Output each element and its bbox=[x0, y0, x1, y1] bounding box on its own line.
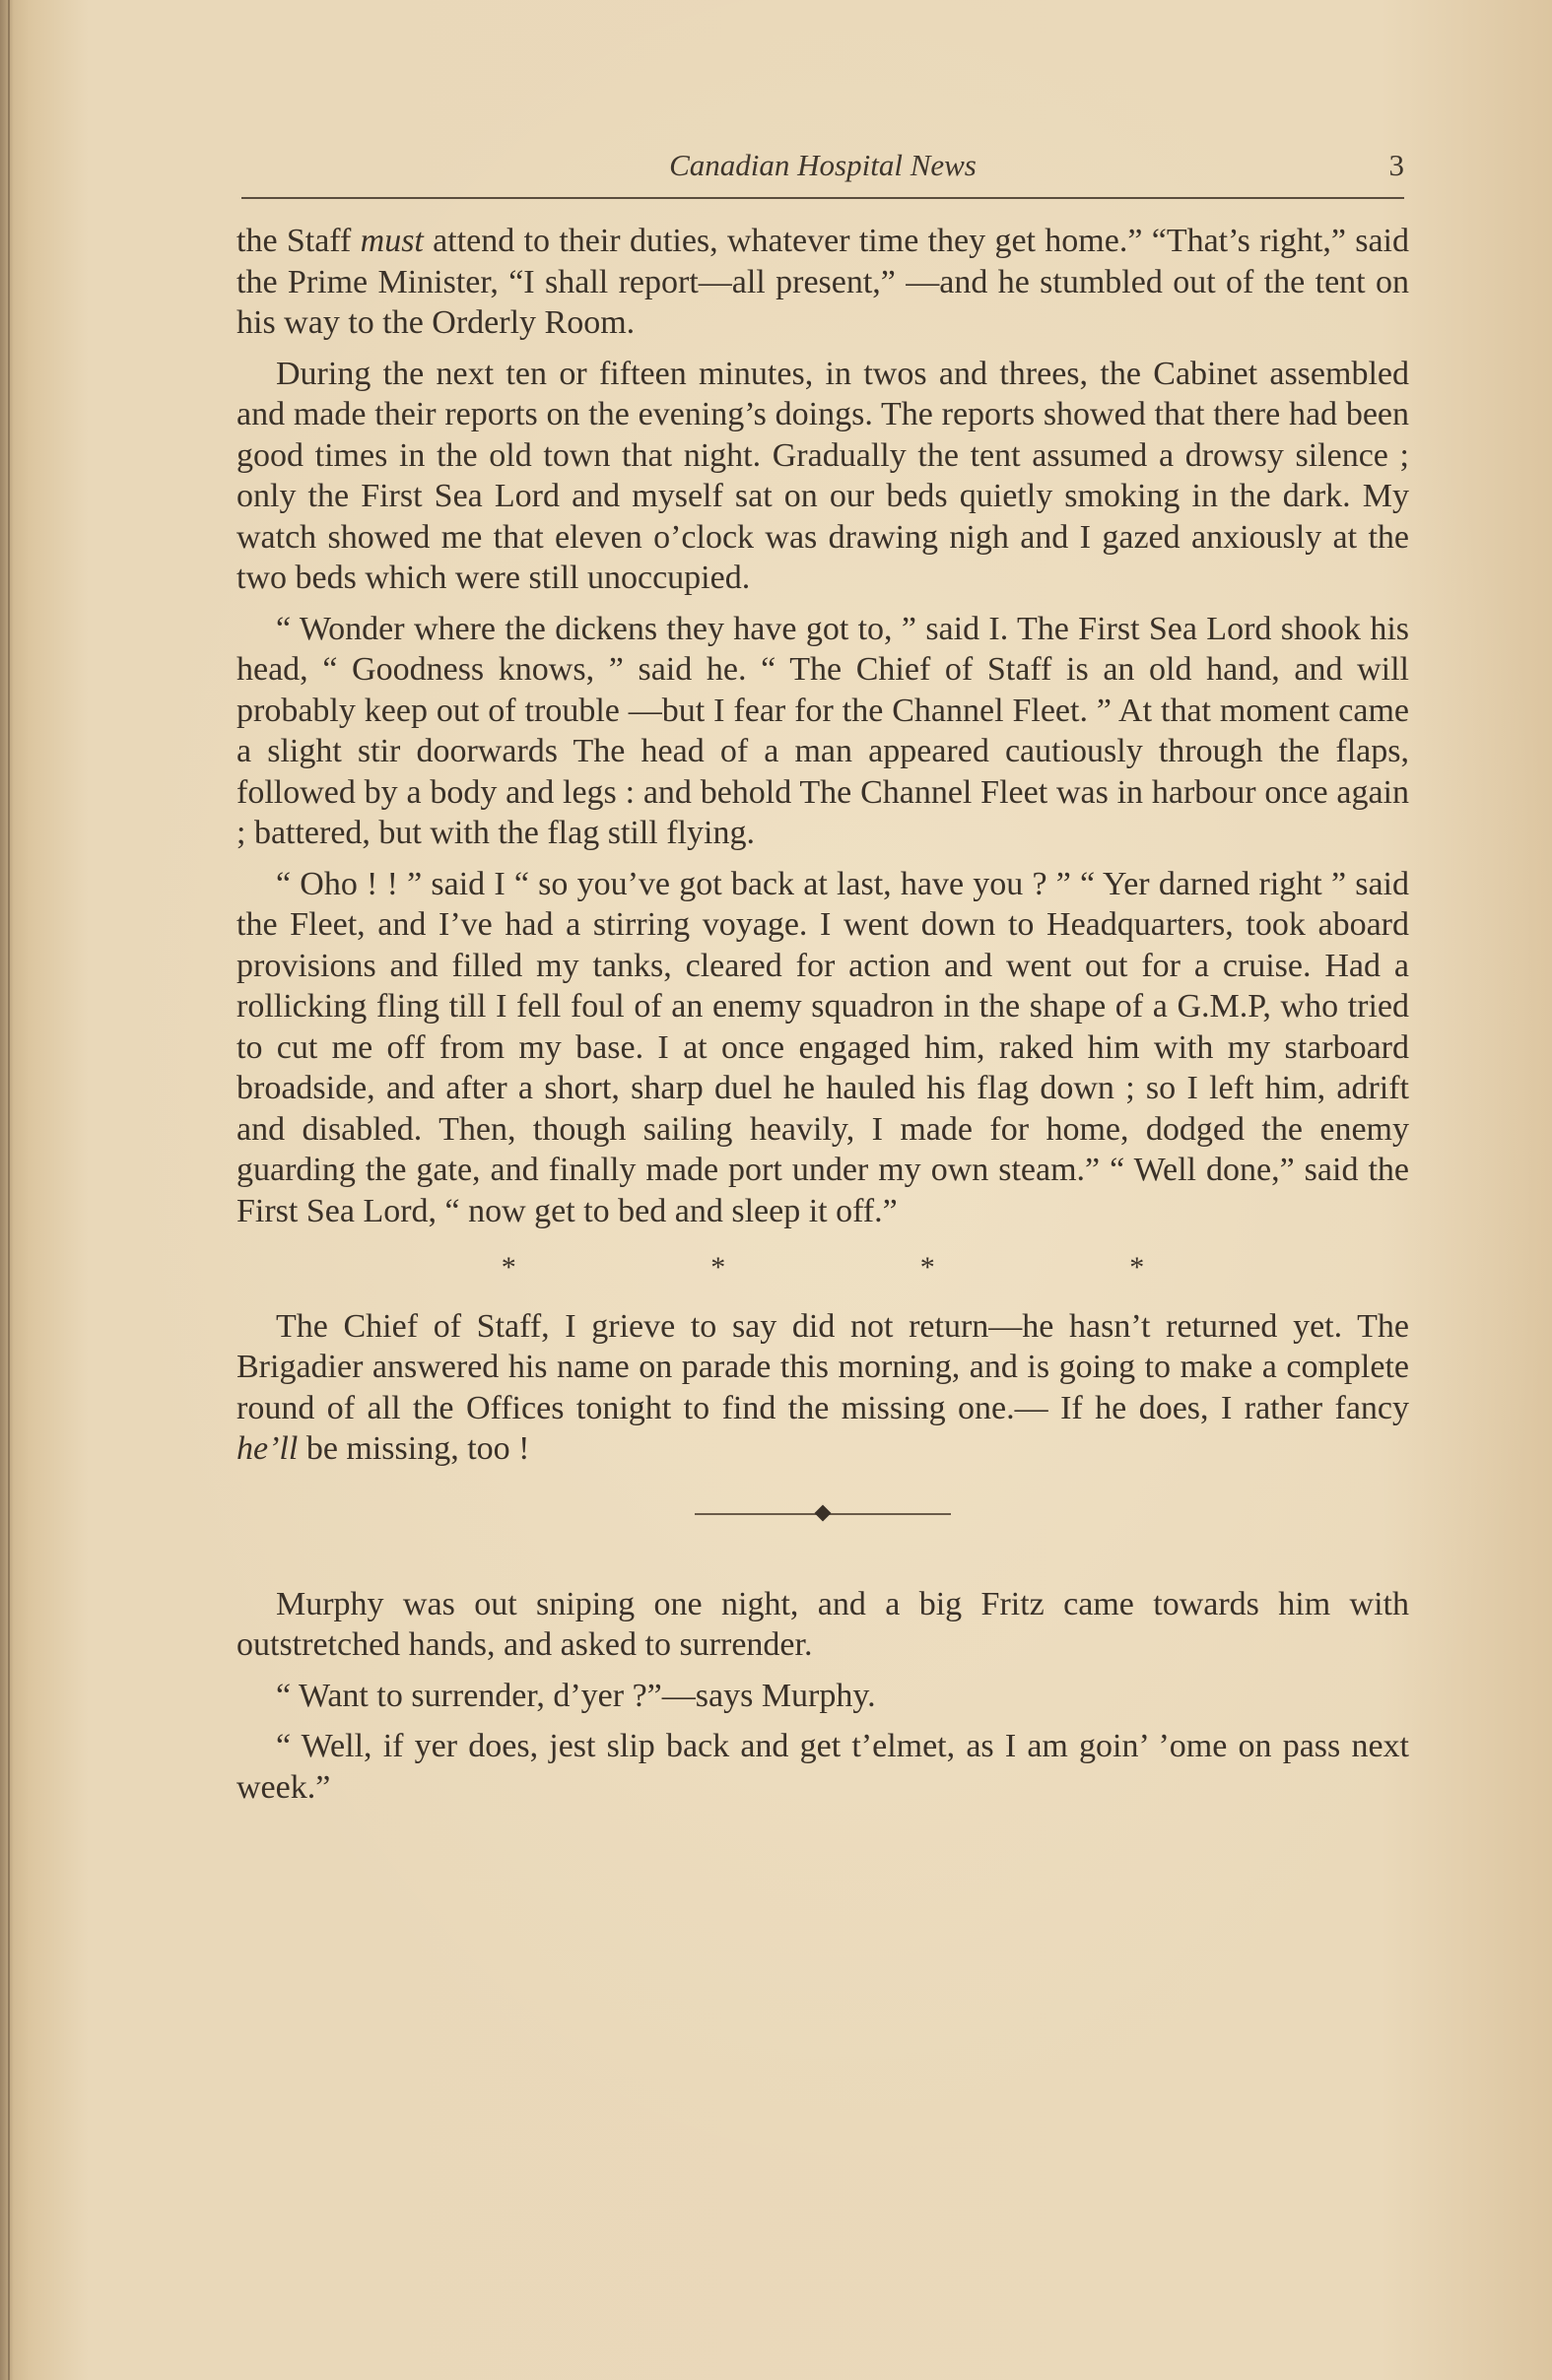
binding-edge bbox=[8, 0, 10, 2380]
star-1: * bbox=[501, 1251, 516, 1284]
section-break-stars bbox=[236, 1247, 1409, 1289]
anecdote-paragraph-1: Murphy was out sniping one night, and a big Fritz came towards him with outstretched hands, and asked to surrender. bbox=[236, 1585, 1409, 1663]
paragraph-1-start: the Staff bbox=[236, 223, 361, 259]
emphasis-hell: he’ll bbox=[236, 1430, 299, 1467]
ornament-divider bbox=[236, 1495, 1409, 1535]
paragraph-5-end: be missing, too ! bbox=[298, 1430, 530, 1467]
running-title: Canadian Hospital News bbox=[669, 148, 977, 182]
anecdote-paragraph-3: “ Well, if yer does, jest slip back and get t’elmet, as I am goin’ ’ome on pass next week.” bbox=[236, 1728, 1409, 1806]
star-3: * bbox=[919, 1251, 935, 1284]
paragraph-5 bbox=[236, 1306, 1409, 1470]
ornament-diamond-icon bbox=[815, 1504, 832, 1521]
paragraph-2: During the next ten or fifteen minutes, in twos and threes, the Cabinet assembled and made their reports on the evening’s doings. The reports showed that there had been good times in the old town that night. Gradually the tent assumed a drowsy silence ; only the First Sea Lord and myself sat on our beds quietly smoking in the dark. My watch showed me that eleven o’clock was drawing nigh and I gazed anxiously at the two beds which were still unoccupied. bbox=[236, 355, 1409, 596]
header-rule bbox=[241, 197, 1404, 199]
paragraph-3: “ Wonder where the dickens they have got to, ” said I. The First Sea Lord shook his head, “ Goodness knows, ” said he. “ The Chief of Staff is an old hand, and will probably keep out of trouble —but I fear for the Channel Fleet. ” At that moment came a slight stir doorwards The head of a man appeared cautiously through the flaps, followed by a body and legs : and behold The Channel Fleet was in harbour once again ; battered, but with the flag still flying. bbox=[236, 610, 1409, 851]
paragraph-1-end: attend to their duties, whatever time they get home.” “That’s right,” said the Prime Minister, “I shall report—all present,” —and he stumbled out of the tent on his way to the Orderly Room. bbox=[236, 223, 1410, 341]
page-header bbox=[241, 148, 1404, 197]
paragraph-4: “ Oho ! ! ” said I “ so you’ve got back at last, have you ? ” “ Yer darned right ” said the Fleet, and I’ve had a stirring voyage. I went down to Headquarters, took aboard provisions and filled my tanks, cleared for action and went out for a cruise. Had a rollicking fling till I fell foul of an enemy squadron in the shape of a G.M.P, who tried to cut me off from my base. I at once engaged him, raked him with my starboard broadside, and after a short, sharp duel he hauled his flag down ; so I left him, adrift and disabled. Then, though sailing heavily, I made for home, dodged the enemy guarding the gate, and finally made port under my own steam.” “ Well done,” said the First Sea Lord, “ now get to bed and sleep it off.” bbox=[236, 865, 1409, 1229]
article-body bbox=[236, 221, 1409, 1818]
anecdote-paragraph-2: “ Want to surrender, d’yer ?”—says Murphy. bbox=[276, 1677, 876, 1714]
star-4: * bbox=[1129, 1251, 1145, 1284]
page-number: 3 bbox=[1388, 148, 1404, 182]
binding-shadow bbox=[0, 0, 14, 2380]
paragraph-1 bbox=[236, 221, 1409, 344]
emphasis-must: must bbox=[360, 223, 424, 259]
paragraph-5-start: The Chief of Staff, I grieve to say did not return—he hasn’t returned yet. The Brigadier answered his name on parade this morning, and is going to make a complete round of all the Offices tonight to find the missing one.— If he does, I rather fancy bbox=[236, 1307, 1409, 1426]
star-2: * bbox=[710, 1251, 726, 1284]
